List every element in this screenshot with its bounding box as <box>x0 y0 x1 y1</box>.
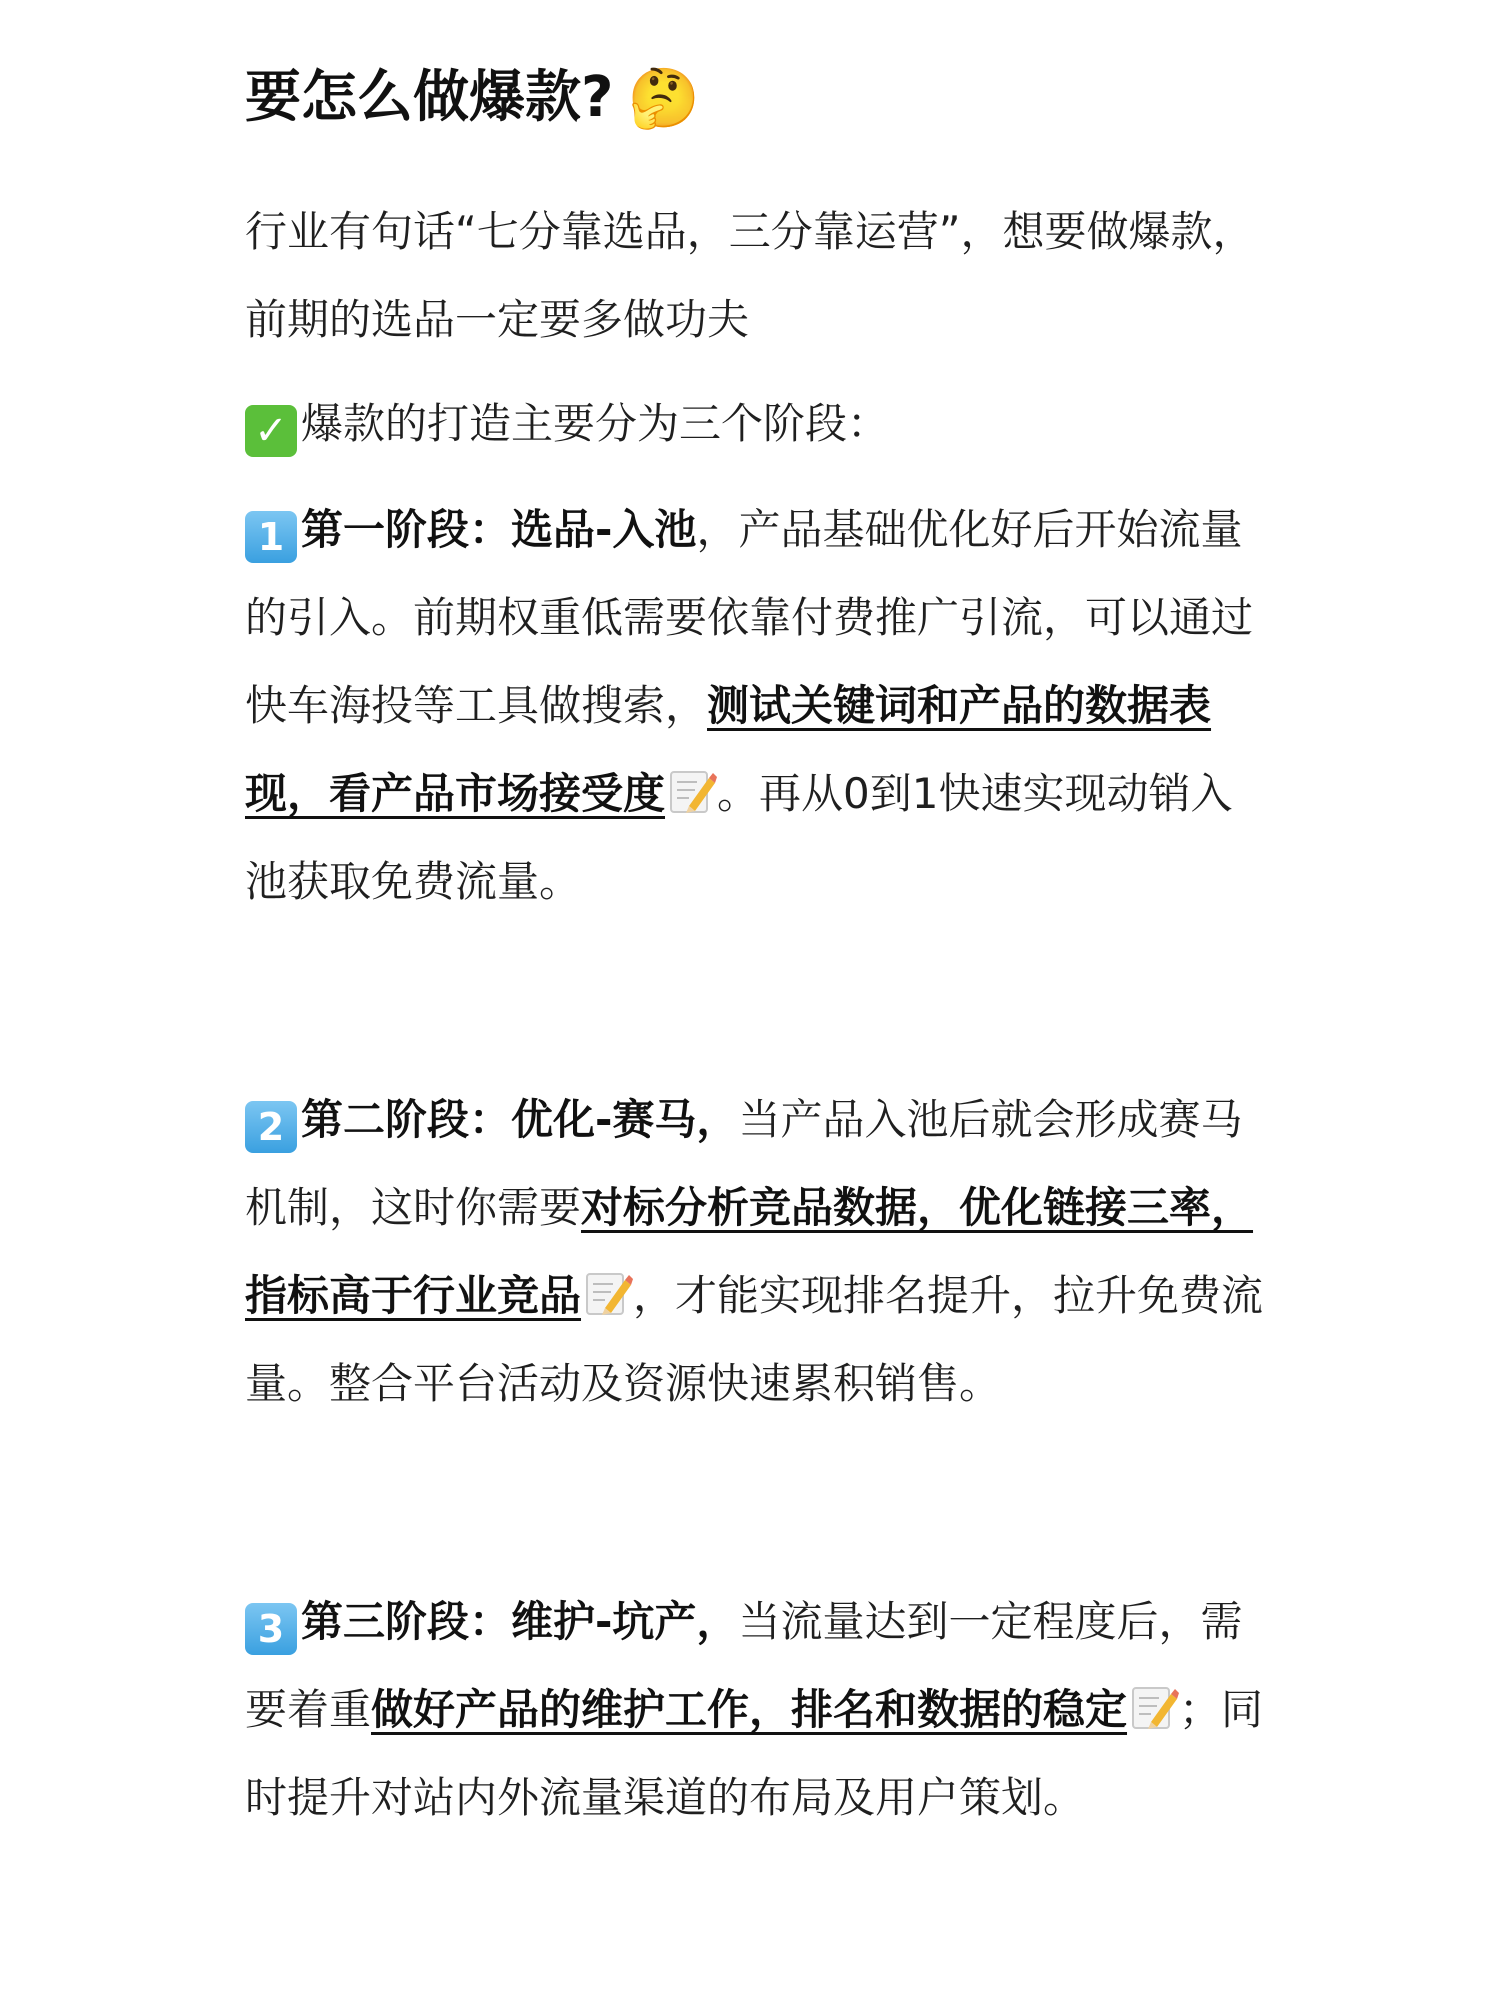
page-title <box>245 60 1265 136</box>
check-mark-icon: ✓ <box>245 405 297 457</box>
stage-1-text-a: ，产品基础优化好后开始流量的引入。前期权重低需要依靠付费推广引流，可以通过快车海投等工具做搜索， <box>245 505 1254 730</box>
stage-3-heading: 第三阶段：维护-坑产， <box>301 1597 739 1646</box>
keycap-1-icon: 1 <box>245 511 297 563</box>
stage-1-paragraph <box>245 486 1265 926</box>
stage-2-text-a: 当产品入池后就会形成赛马机制，这时你需要 <box>245 1095 1243 1232</box>
stage-2-text-b: ，才能实现排名提升，拉升免费流量。整合平台活动及资源快速累积销售。 <box>245 1271 1264 1408</box>
article <box>245 60 1265 1842</box>
stage-1-highlight-text: 测试关键词和产品的数据表现，看产品市场接受度 <box>245 681 1212 818</box>
stage-2-heading: 第二阶段：优化-赛马， <box>301 1095 739 1144</box>
keycap-2-icon: 2 <box>245 1101 297 1153</box>
stage-3-text-b: ；同时提升对站内外流量渠道的布局及用户策划。 <box>245 1685 1264 1822</box>
stage-3-paragraph <box>245 1578 1265 1842</box>
intro-paragraph: 行业有句话“七分靠选品，三分靠运营”，想要做爆款，前期的选品一定要多做功夫 <box>245 207 1255 344</box>
stage-3-text-a: 当流量达到一定程度后，需要着重 <box>245 1597 1243 1734</box>
thinking-face-icon: 🤔 <box>627 64 700 132</box>
stage-2-highlight-text: 对标分析竞品数据，优化链接三率，指标高于行业竞品 <box>245 1183 1254 1320</box>
lead-text: 爆款的打造主要分为三个阶段： <box>301 399 890 448</box>
stage-2-paragraph <box>245 1076 1265 1428</box>
title-text: 要怎么做爆款? <box>245 65 614 130</box>
memo-pencil-icon <box>583 1268 633 1318</box>
spacer <box>245 926 1265 1076</box>
stage-3-highlight-text: 做好产品的维护工作，排名和数据的稳定 <box>371 1685 1128 1734</box>
memo-pencil-icon <box>667 766 717 816</box>
spacer <box>245 1428 1265 1578</box>
memo-pencil-icon <box>1129 1682 1179 1732</box>
lead-paragraph <box>245 380 1265 468</box>
stage-1-heading: 第一阶段：选品-入池 <box>301 505 697 554</box>
keycap-3-icon: 3 <box>245 1603 297 1655</box>
stage-3-highlight <box>371 1685 1179 1734</box>
stage-1-text-b: 。再从0到1快速实现动销入池获取免费流量。 <box>245 769 1233 906</box>
